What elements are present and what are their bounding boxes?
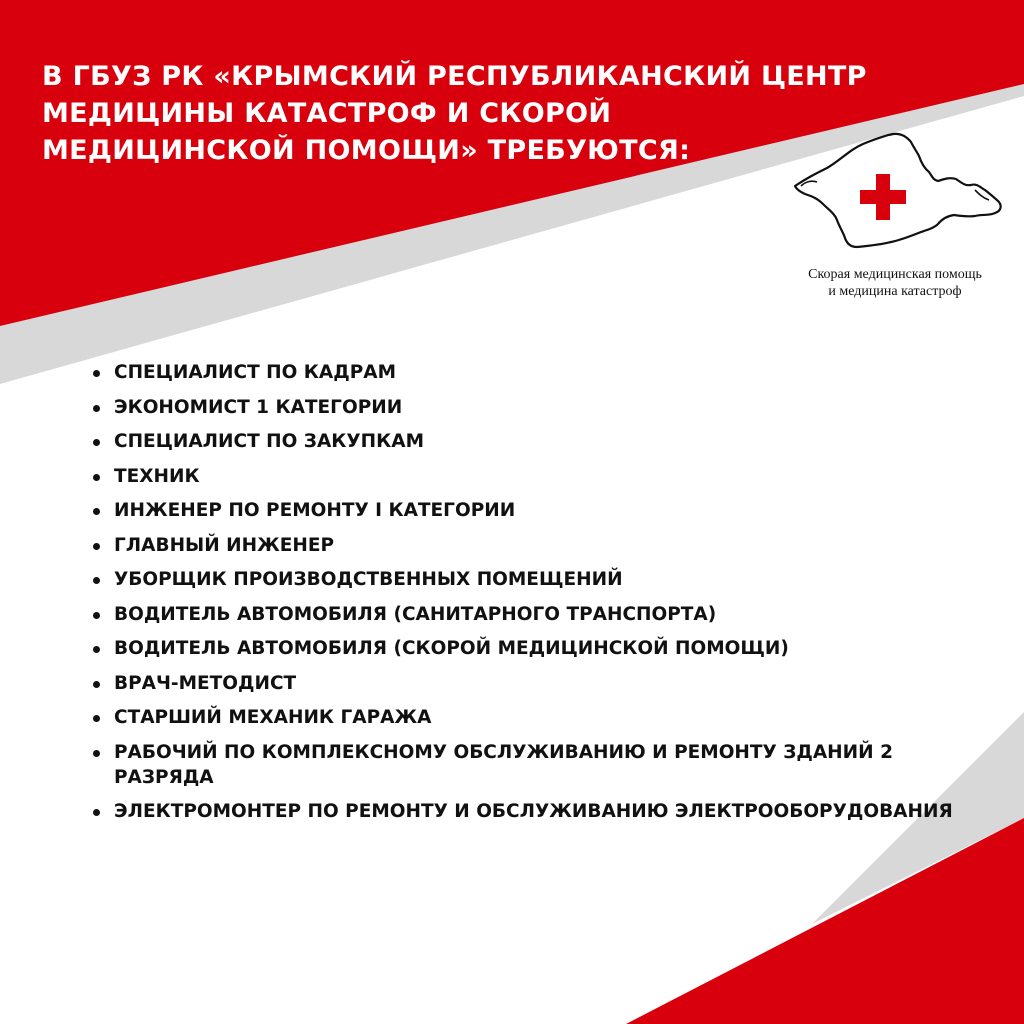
bullet-icon: [93, 543, 100, 550]
bullet-icon: [93, 715, 100, 722]
vacancy-title: ЭКОНОМИСТ 1 КАТЕГОРИИ: [114, 396, 403, 418]
vacancy-title: ВРАЧ-МЕТОДИСТ: [114, 672, 297, 694]
vacancy-item: [90, 740, 970, 790]
vacancy-item: [90, 498, 970, 523]
vacancy-item: [90, 395, 970, 420]
bullet-icon: [93, 577, 100, 584]
headline: В ГБУЗ РК «КРЫМСКИЙ РЕСПУБЛИКАНСКИЙ ЦЕНТР МЕДИЦИНЫ КАТАСТРОФ И СКОРОЙ МЕДИЦИНСКОЙ ПОМОЩИ» ТРЕБУЮТСЯ:: [42, 61, 867, 166]
vacancy-title: ТЕХНИК: [114, 465, 200, 487]
vacancy-title: ГЛАВНЫЙ ИНЖЕНЕР: [114, 534, 335, 556]
vacancy-title: УБОРЩИК ПРОИЗВОДСТВЕННЫХ ПОМЕЩЕНИЙ: [114, 569, 623, 590]
vacancy-title: СПЕЦИАЛИСТ ПО ЗАКУПКАМ: [114, 431, 424, 452]
bullet-icon: [93, 750, 100, 757]
bullet-icon: [93, 370, 100, 377]
vacancy-item: [90, 671, 970, 696]
crimea-map-icon: [793, 128, 1005, 258]
bullet-icon: [93, 809, 100, 816]
vacancy-title: СПЕЦИАЛИСТ ПО КАДРАМ: [114, 362, 396, 383]
logo-caption: [785, 266, 1005, 300]
bullet-icon: [93, 405, 100, 412]
vacancy-title: СТАРШИЙ МЕХАНИК ГАРАЖА: [114, 707, 432, 728]
logo-caption-line2: и медицина катастроф: [828, 284, 962, 299]
vacancy-list: [90, 360, 970, 834]
vacancy-item: [90, 464, 970, 489]
vacancy-title: ВОДИТЕЛЬ АВТОМОБИЛЯ (САНИТАРНОГО ТРАНСПОРТА): [114, 603, 717, 625]
vacancy-item: [90, 360, 970, 385]
vacancy-title: РАБОЧИЙ ПО КОМПЛЕКСНОМУ ОБСЛУЖИВАНИЮ И РЕМОНТУ ЗДАНИЙ 2 РАЗРЯДА: [114, 741, 893, 788]
bottom-red-corner: [626, 818, 1024, 1024]
vacancy-item: [90, 636, 970, 661]
vacancy-title: ЭЛЕКТРОМОНТЕР ПО РЕМОНТУ И ОБСЛУЖИВАНИЮ ЭЛЕКТРООБОРУДОВАНИЯ: [114, 801, 953, 822]
vacancy-title: ВОДИТЕЛЬ АВТОМОБИЛЯ (СКОРОЙ МЕДИЦИНСКОЙ ПОМОЩИ): [114, 638, 789, 659]
bullet-icon: [93, 646, 100, 653]
bullet-icon: [93, 612, 100, 619]
logo: [785, 128, 1005, 308]
red-cross-icon: [860, 174, 906, 220]
bullet-icon: [93, 439, 100, 446]
vacancy-item: [90, 533, 970, 558]
logo-caption-line1: Скорая медицинская помощь: [808, 267, 982, 282]
bullet-icon: [93, 681, 100, 688]
vacancy-item: [90, 705, 970, 730]
vacancy-item: [90, 799, 970, 824]
vacancy-title: ИНЖЕНЕР ПО РЕМОНТУ I КАТЕГОРИИ: [114, 500, 516, 521]
vacancy-item: [90, 602, 970, 627]
vacancy-item: [90, 429, 970, 454]
vacancy-item: [90, 567, 970, 592]
bullet-icon: [93, 508, 100, 515]
bullet-icon: [93, 474, 100, 481]
